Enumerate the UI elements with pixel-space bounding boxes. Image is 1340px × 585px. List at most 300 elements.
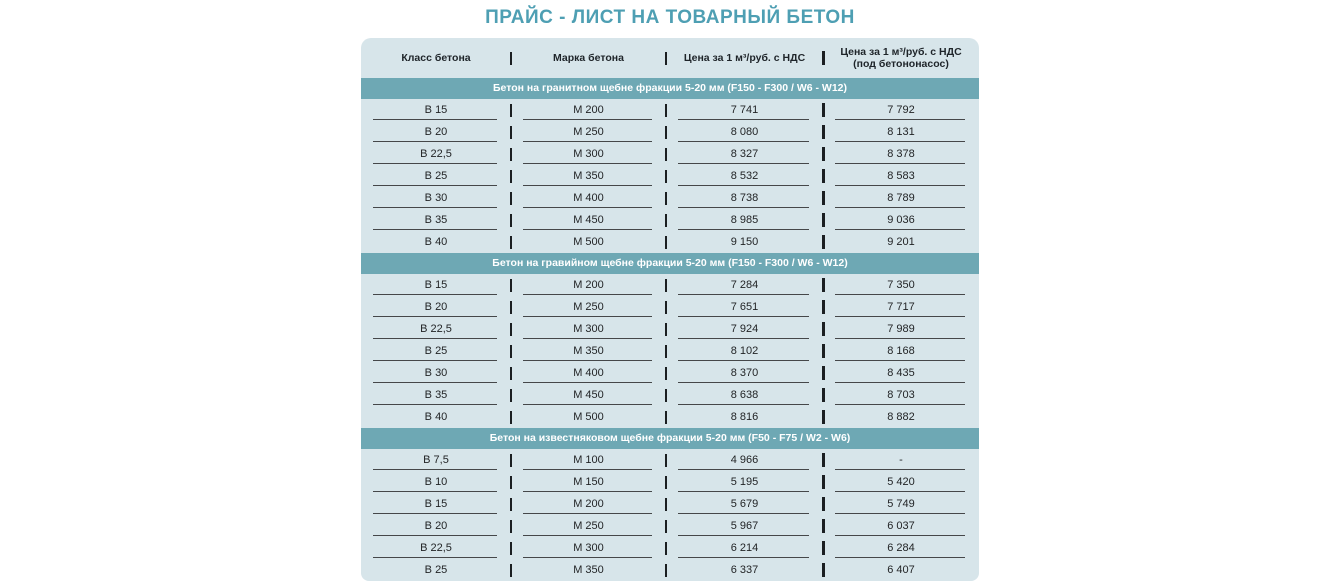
column-divider [665, 454, 667, 467]
cell-value: М 200 [573, 278, 604, 291]
section-rows [361, 449, 979, 581]
column-header-label: Цена за 1 м³/руб. с НДС [840, 46, 962, 58]
column-divider [510, 476, 512, 489]
cell-value: В 15 [424, 103, 448, 116]
cell-value: 8 435 [887, 366, 915, 379]
column-divider [665, 104, 667, 117]
column-divider [510, 454, 512, 467]
cell-price-pump [823, 493, 979, 515]
cell-value: М 450 [573, 213, 604, 226]
cell-value: М 100 [573, 453, 604, 466]
table-row [361, 493, 979, 515]
cell-value: 5 195 [730, 475, 759, 488]
cell-underline [373, 404, 497, 406]
cell-price [666, 362, 823, 384]
column-divider [510, 170, 512, 183]
cell-concrete-mark [511, 406, 666, 428]
column-divider [510, 104, 512, 117]
column-divider-bold [822, 103, 825, 117]
cell-value: М 300 [573, 322, 604, 335]
column-divider-bold [822, 519, 825, 533]
cell-value: 4 966 [730, 453, 759, 466]
cell-underline [523, 404, 652, 406]
column-header-label: Цена за 1 м³/руб. с НДС [683, 52, 806, 64]
cell-underline [835, 185, 965, 187]
cell-value: М 300 [573, 541, 604, 554]
cell-price-pump [823, 406, 979, 428]
cell-concrete-mark [511, 384, 666, 406]
cell-underline [835, 119, 965, 121]
cell-value: В 25 [424, 563, 448, 576]
table-row [361, 99, 979, 121]
column-divider [510, 323, 512, 336]
table-row [361, 406, 979, 428]
column-divider [665, 389, 667, 402]
cell-underline [835, 207, 965, 209]
column-header-concrete-mark [511, 38, 666, 78]
cell-underline [678, 207, 809, 209]
page [0, 5, 1340, 581]
section-rows [361, 99, 979, 253]
column-divider [665, 301, 667, 314]
cell-price [666, 493, 823, 515]
cell-price [666, 296, 823, 318]
cell-concrete-mark [511, 187, 666, 209]
cell-concrete-mark [511, 515, 666, 537]
cell-value: 8 638 [730, 388, 759, 401]
cell-concrete-mark [511, 121, 666, 143]
cell-value: - [899, 453, 903, 466]
column-divider [665, 476, 667, 489]
table-row [361, 471, 979, 493]
cell-value: М 250 [573, 125, 604, 138]
cell-value: В 22,5 [420, 147, 452, 160]
cell-concrete-class [361, 537, 511, 559]
cell-value: 8 102 [730, 344, 759, 357]
column-header-price-pump [823, 38, 979, 78]
cell-price-pump [823, 165, 979, 187]
cell-value: М 350 [573, 169, 604, 182]
cell-price-pump [823, 537, 979, 559]
cell-price-pump [823, 318, 979, 340]
cell-concrete-class [361, 515, 511, 537]
cell-price [666, 537, 823, 559]
page-title: ПРАЙС - ЛИСТ НА ТОВАРНЫЙ БЕТОН [485, 7, 855, 28]
table-row [361, 559, 979, 581]
cell-underline [523, 557, 652, 559]
cell-underline [373, 207, 497, 209]
column-divider [665, 148, 667, 161]
cell-value: 8 583 [887, 169, 915, 182]
table-row [361, 515, 979, 537]
cell-value: 8 370 [730, 366, 759, 379]
cell-value: 5 749 [887, 497, 915, 510]
cell-price-pump [823, 362, 979, 384]
cell-price-pump [823, 515, 979, 537]
cell-value: 7 651 [730, 300, 759, 313]
column-divider-bold [822, 366, 825, 380]
column-divider [665, 236, 667, 249]
table-row [361, 231, 979, 253]
column-header-concrete-class [361, 38, 511, 78]
cell-underline [523, 163, 652, 165]
cell-concrete-class [361, 231, 511, 253]
cell-price [666, 449, 823, 471]
column-header-sublabel: (под бетононасос) [853, 58, 949, 70]
column-divider [510, 520, 512, 533]
column-divider [665, 52, 667, 65]
column-divider-bold [822, 388, 825, 402]
cell-underline [835, 382, 965, 384]
column-divider [665, 345, 667, 358]
cell-value: М 200 [573, 497, 604, 510]
column-divider [510, 148, 512, 161]
cell-concrete-class [361, 449, 511, 471]
column-divider-bold [822, 453, 825, 467]
cell-underline [835, 360, 965, 362]
cell-underline [373, 185, 497, 187]
cell-value: 8 985 [730, 213, 759, 226]
cell-concrete-mark [511, 165, 666, 187]
cell-value: 8 789 [887, 191, 915, 204]
cell-concrete-mark [511, 296, 666, 318]
cell-concrete-mark [511, 231, 666, 253]
column-divider-bold [822, 235, 825, 249]
column-divider [665, 126, 667, 139]
cell-underline [523, 316, 652, 318]
cell-underline [523, 294, 652, 296]
column-divider-bold [822, 563, 825, 577]
cell-underline [678, 163, 809, 165]
cell-value: 5 967 [730, 519, 759, 532]
cell-underline [835, 141, 965, 143]
cell-value: 8 532 [730, 169, 759, 182]
cell-underline [523, 229, 652, 231]
column-divider [665, 542, 667, 555]
cell-price [666, 471, 823, 493]
section-header-band: Бетон на гравийном щебне фракции 5-20 мм (F150 - F300 / W6 - W12) [361, 253, 979, 274]
table-row [361, 449, 979, 471]
cell-price [666, 559, 823, 581]
column-divider [510, 279, 512, 292]
cell-value: М 350 [573, 563, 604, 576]
cell-concrete-mark [511, 209, 666, 231]
table-section [361, 428, 979, 581]
cell-value: М 300 [573, 147, 604, 160]
cell-price-pump [823, 471, 979, 493]
cell-price-pump [823, 209, 979, 231]
cell-underline [678, 229, 809, 231]
cell-underline [678, 404, 809, 406]
cell-underline [523, 185, 652, 187]
cell-value: 8 131 [887, 125, 915, 138]
cell-underline [373, 513, 497, 515]
cell-value: М 450 [573, 388, 604, 401]
cell-value: 7 284 [730, 278, 759, 291]
column-divider [665, 564, 667, 577]
table-row [361, 209, 979, 231]
cell-value: 8 703 [887, 388, 915, 401]
column-divider [665, 170, 667, 183]
cell-underline [373, 469, 497, 471]
cell-price-pump [823, 449, 979, 471]
table-row [361, 384, 979, 406]
column-divider-bold [822, 278, 825, 292]
cell-price-pump [823, 296, 979, 318]
cell-value: В 20 [424, 519, 448, 532]
cell-value: В 35 [424, 213, 448, 226]
section-rows [361, 274, 979, 428]
cell-price-pump [823, 231, 979, 253]
cell-value: М 500 [573, 235, 604, 248]
cell-underline [678, 141, 809, 143]
table-row [361, 296, 979, 318]
cell-underline [835, 338, 965, 340]
cell-value: 9 150 [730, 235, 759, 248]
table-row [361, 165, 979, 187]
table-section [361, 253, 979, 428]
column-divider-bold [822, 51, 825, 65]
cell-underline [373, 557, 497, 559]
cell-concrete-mark [511, 340, 666, 362]
cell-underline [373, 119, 497, 121]
column-divider [510, 564, 512, 577]
cell-underline [523, 360, 652, 362]
column-header-price [666, 38, 823, 78]
cell-value: М 150 [573, 475, 604, 488]
cell-concrete-class [361, 274, 511, 296]
cell-price [666, 406, 823, 428]
column-divider [510, 367, 512, 380]
column-divider-bold [822, 147, 825, 161]
cell-value: В 20 [424, 125, 448, 138]
cell-value: 8 882 [887, 410, 915, 423]
cell-underline [373, 360, 497, 362]
cell-underline [678, 491, 809, 493]
cell-underline [523, 141, 652, 143]
cell-value: 5 679 [730, 497, 759, 510]
cell-concrete-class [361, 209, 511, 231]
cell-underline [523, 119, 652, 121]
cell-value: В 25 [424, 169, 448, 182]
cell-value: 7 989 [887, 322, 915, 335]
cell-underline [678, 513, 809, 515]
column-divider [665, 520, 667, 533]
price-list-table [361, 38, 979, 581]
cell-underline [523, 338, 652, 340]
cell-underline [835, 229, 965, 231]
cell-underline [835, 404, 965, 406]
cell-underline [678, 185, 809, 187]
cell-underline [373, 141, 497, 143]
column-divider [510, 301, 512, 314]
column-divider [510, 236, 512, 249]
cell-underline [678, 294, 809, 296]
cell-price [666, 187, 823, 209]
column-header-label: Класс бетона [401, 52, 471, 64]
column-divider-bold [822, 410, 825, 424]
cell-value: 9 036 [887, 213, 915, 226]
cell-value: В 40 [424, 235, 448, 248]
cell-underline [373, 229, 497, 231]
cell-value: 8 168 [887, 344, 915, 357]
cell-value: В 10 [424, 475, 448, 488]
cell-value: 5 420 [887, 475, 915, 488]
cell-underline [678, 119, 809, 121]
cell-concrete-class [361, 121, 511, 143]
cell-price [666, 318, 823, 340]
cell-underline [373, 163, 497, 165]
column-divider [510, 214, 512, 227]
column-header-label: Марка бетона [553, 52, 624, 64]
column-divider [510, 498, 512, 511]
column-divider [665, 498, 667, 511]
cell-concrete-mark [511, 471, 666, 493]
cell-value: М 250 [573, 300, 604, 313]
cell-underline [523, 207, 652, 209]
cell-underline [373, 382, 497, 384]
column-divider [510, 192, 512, 205]
cell-concrete-class [361, 318, 511, 340]
column-divider-bold [822, 191, 825, 205]
cell-underline [678, 338, 809, 340]
column-divider-bold [822, 125, 825, 139]
cell-value: В 30 [424, 191, 448, 204]
cell-value: 6 037 [887, 519, 915, 532]
cell-underline [373, 294, 497, 296]
column-divider-bold [822, 497, 825, 511]
table-row [361, 187, 979, 209]
cell-value: 6 407 [887, 563, 915, 576]
cell-value: М 350 [573, 344, 604, 357]
column-divider-bold [822, 169, 825, 183]
table-row [361, 274, 979, 296]
cell-concrete-mark [511, 274, 666, 296]
cell-concrete-class [361, 493, 511, 515]
cell-underline [373, 535, 497, 537]
cell-concrete-mark [511, 99, 666, 121]
cell-price-pump [823, 143, 979, 165]
cell-concrete-class [361, 165, 511, 187]
cell-concrete-mark [511, 318, 666, 340]
cell-price-pump [823, 187, 979, 209]
column-divider [510, 542, 512, 555]
table-row [361, 121, 979, 143]
cell-value: М 200 [573, 103, 604, 116]
table-header-row [361, 38, 979, 78]
column-divider-bold [822, 300, 825, 314]
cell-price-pump [823, 340, 979, 362]
cell-concrete-class [361, 406, 511, 428]
cell-underline [373, 491, 497, 493]
cell-value: В 30 [424, 366, 448, 379]
cell-price [666, 143, 823, 165]
cell-value: 6 284 [887, 541, 915, 554]
cell-underline [523, 513, 652, 515]
cell-price-pump [823, 274, 979, 296]
table-row [361, 143, 979, 165]
column-divider [510, 389, 512, 402]
cell-underline [835, 163, 965, 165]
cell-underline [523, 382, 652, 384]
cell-concrete-class [361, 187, 511, 209]
cell-underline [678, 469, 809, 471]
cell-value: М 400 [573, 366, 604, 379]
cell-price [666, 121, 823, 143]
cell-underline [835, 469, 965, 471]
cell-value: В 35 [424, 388, 448, 401]
cell-underline [835, 316, 965, 318]
cell-concrete-mark [511, 143, 666, 165]
cell-concrete-class [361, 384, 511, 406]
cell-value: 6 337 [730, 563, 759, 576]
table-row [361, 362, 979, 384]
cell-underline [373, 338, 497, 340]
cell-value: М 250 [573, 519, 604, 532]
column-divider [665, 192, 667, 205]
section-header-band: Бетон на гранитном щебне фракции 5-20 мм (F150 - F300 / W6 - W12) [361, 78, 979, 99]
column-divider-bold [822, 475, 825, 489]
cell-price [666, 231, 823, 253]
cell-concrete-mark [511, 362, 666, 384]
cell-value: 9 201 [887, 235, 915, 248]
cell-concrete-mark [511, 559, 666, 581]
cell-price [666, 165, 823, 187]
cell-underline [835, 557, 965, 559]
cell-price [666, 340, 823, 362]
cell-concrete-class [361, 559, 511, 581]
cell-underline [835, 513, 965, 515]
cell-value: 8 378 [887, 147, 915, 160]
cell-value: В 20 [424, 300, 448, 313]
cell-value: В 40 [424, 410, 448, 423]
cell-value: 7 717 [887, 300, 915, 313]
cell-underline [678, 316, 809, 318]
column-divider [665, 279, 667, 292]
cell-value: 8 327 [730, 147, 759, 160]
column-divider [510, 126, 512, 139]
cell-value: М 500 [573, 410, 604, 423]
cell-price-pump [823, 99, 979, 121]
column-divider-bold [822, 322, 825, 336]
cell-underline [523, 491, 652, 493]
cell-concrete-class [361, 362, 511, 384]
cell-price [666, 274, 823, 296]
cell-value: В 7,5 [423, 453, 449, 466]
column-divider-bold [822, 213, 825, 227]
column-divider [665, 367, 667, 380]
cell-concrete-mark [511, 537, 666, 559]
cell-underline [678, 382, 809, 384]
cell-underline [835, 535, 965, 537]
column-divider [665, 323, 667, 336]
column-divider [665, 214, 667, 227]
cell-price [666, 515, 823, 537]
cell-value: 7 741 [730, 103, 759, 116]
cell-underline [835, 491, 965, 493]
cell-concrete-mark [511, 449, 666, 471]
cell-price [666, 209, 823, 231]
cell-value: 7 924 [730, 322, 759, 335]
cell-value: 6 214 [730, 541, 759, 554]
table-row [361, 537, 979, 559]
cell-value: В 22,5 [420, 541, 452, 554]
cell-value: В 22,5 [420, 322, 452, 335]
cell-value: 8 816 [730, 410, 759, 423]
cell-underline [523, 469, 652, 471]
cell-value: 8 080 [730, 125, 759, 138]
cell-price [666, 384, 823, 406]
